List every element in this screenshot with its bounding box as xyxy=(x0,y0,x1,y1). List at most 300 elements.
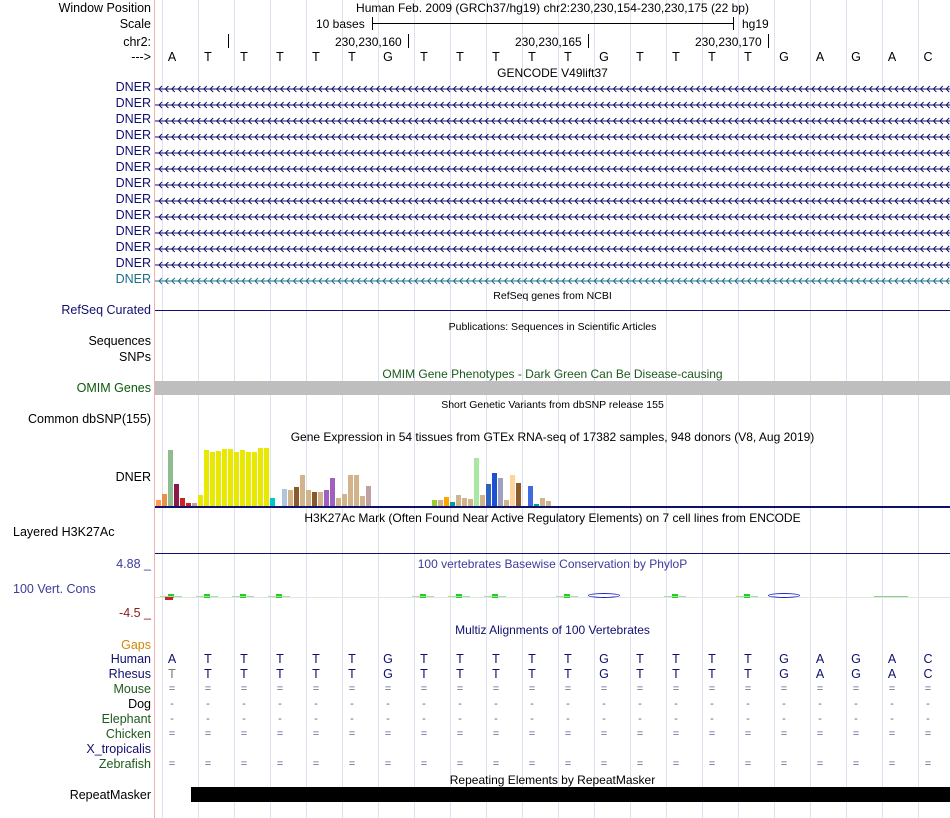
multiz-base: - xyxy=(782,713,786,725)
gencode-arrow-path xyxy=(155,262,950,268)
phylop-zero-line xyxy=(155,597,950,598)
multiz-species-label[interactable]: X_tropicalis xyxy=(86,742,151,756)
scale-label: Scale xyxy=(119,17,151,31)
multiz-base: - xyxy=(890,698,894,710)
gtex-tissue-bar[interactable] xyxy=(318,492,323,507)
multiz-base: = xyxy=(708,758,716,770)
multiz-base: A xyxy=(815,652,825,666)
gtex-tissue-bar[interactable] xyxy=(348,475,353,507)
ruler-tick-start xyxy=(228,34,229,48)
sequence-base: G xyxy=(851,50,861,64)
multiz-base: G xyxy=(599,667,609,681)
gtex-tissue-bar[interactable] xyxy=(528,486,533,507)
multiz-base: T xyxy=(636,652,644,666)
refseq-label[interactable]: RefSeq Curated xyxy=(61,303,151,317)
phylop-mark-tick xyxy=(664,596,686,597)
window-position-label: Window Position xyxy=(58,1,151,15)
refseq-title: RefSeq genes from NCBI xyxy=(493,290,612,302)
multiz-base: T xyxy=(420,652,428,666)
multiz-base: = xyxy=(780,758,788,770)
gencode-arrow-path xyxy=(155,134,950,140)
multiz-base: - xyxy=(638,713,642,725)
multiz-base: = xyxy=(348,758,356,770)
multiz-base: T xyxy=(492,652,500,666)
gtex-tissue-bar[interactable] xyxy=(246,452,251,507)
dbsnp-label[interactable]: Common dbSNP(155) xyxy=(28,412,151,426)
multiz-base: - xyxy=(206,698,210,710)
ruler-label-3: 230,230,170 xyxy=(695,35,762,49)
multiz-base: - xyxy=(530,698,534,710)
gencode-gene-label[interactable]: DNER xyxy=(115,144,151,158)
gtex-title: Gene Expression in 54 tissues from GTEx RNA-seq of 17382 samples, 948 donors (V8, Aug 2019) xyxy=(290,430,815,444)
multiz-base: - xyxy=(422,698,426,710)
scale-bar-right-tick xyxy=(733,17,734,30)
multiz-base: T xyxy=(672,667,680,681)
phylop-mark-tick xyxy=(556,596,578,597)
gencode-arrow-path xyxy=(155,166,950,172)
gtex-tissue-bar[interactable] xyxy=(324,490,329,507)
multiz-species-label[interactable]: Zebrafish xyxy=(98,757,151,771)
gtex-tissue-bar[interactable] xyxy=(216,451,221,507)
phylop-mark-tick xyxy=(484,596,506,597)
phylop-max-label: 4.88 _ xyxy=(116,557,151,571)
gtex-gene-label[interactable]: DNER xyxy=(115,470,151,484)
sequence-base: T xyxy=(348,50,356,64)
gencode-gene-label[interactable]: DNER xyxy=(115,192,151,206)
multiz-base: T xyxy=(492,667,500,681)
gencode-arrow-path xyxy=(155,102,950,108)
multiz-base: = xyxy=(312,758,320,770)
multiz-base: = xyxy=(456,683,464,695)
gtex-tissue-bar[interactable] xyxy=(264,448,269,507)
multiz-base: = xyxy=(600,728,608,740)
gtex-tissue-bar[interactable] xyxy=(474,458,479,507)
gtex-tissue-bar[interactable] xyxy=(330,478,335,507)
gtex-tissue-bar[interactable] xyxy=(498,478,503,507)
multiz-base: T xyxy=(276,667,284,681)
multiz-species-label[interactable]: Elephant xyxy=(101,712,151,726)
gtex-tissue-bar[interactable] xyxy=(252,452,257,507)
multiz-species-label[interactable]: Rhesus xyxy=(108,667,151,681)
sequence-base: T xyxy=(636,50,644,64)
phylop-mark-tick xyxy=(736,596,758,597)
multiz-base: - xyxy=(674,698,678,710)
gtex-tissue-bar[interactable] xyxy=(354,475,359,507)
multiz-base: = xyxy=(564,683,572,695)
multiz-base: = xyxy=(168,683,176,695)
multiz-species-label[interactable]: Chicken xyxy=(105,727,151,741)
gtex-tissue-bar[interactable] xyxy=(294,487,299,507)
phylop-title: 100 vertebrates Basewise Conservation by PhyloP xyxy=(417,557,688,571)
multiz-base: T xyxy=(456,667,464,681)
gencode-transcript[interactable] xyxy=(155,131,950,141)
multiz-species-label[interactable]: Mouse xyxy=(113,682,151,696)
multiz-base: = xyxy=(384,683,392,695)
multiz-base: = xyxy=(924,728,932,740)
gencode-intron-arrows xyxy=(155,164,950,174)
multiz-base: - xyxy=(242,698,246,710)
gencode-transcript[interactable] xyxy=(155,83,950,93)
multiz-base: - xyxy=(566,698,570,710)
gtex-tissue-bar[interactable] xyxy=(300,475,305,507)
multiz-base: T xyxy=(312,652,320,666)
sequence-base: G xyxy=(599,50,609,64)
multiz-base: - xyxy=(530,713,534,725)
multiz-base: = xyxy=(492,728,500,740)
multiz-base: = xyxy=(312,728,320,740)
multiz-base: - xyxy=(710,713,714,725)
assembly-title: Human Feb. 2009 (GRCh37/hg19) chr2:230,230,154-230,230,175 (22 bp) xyxy=(356,1,749,15)
ruler-label-2: 230,230,165 xyxy=(515,35,582,49)
multiz-base: - xyxy=(746,698,750,710)
multiz-base: - xyxy=(818,698,822,710)
sequence-base: G xyxy=(779,50,789,64)
multiz-base: - xyxy=(926,698,930,710)
multiz-base: = xyxy=(672,683,680,695)
multiz-base: A xyxy=(815,667,825,681)
omim-label[interactable]: OMIM Genes xyxy=(76,381,151,395)
multiz-base: = xyxy=(384,758,392,770)
gtex-tissue-bar[interactable] xyxy=(516,483,521,507)
scale-text: 10 bases xyxy=(316,17,365,31)
gtex-tissue-bar[interactable] xyxy=(492,473,497,507)
scale-bar-left-tick xyxy=(372,17,373,30)
ruler-tick-1 xyxy=(408,34,409,48)
omim-phenotype-bar[interactable] xyxy=(155,381,950,395)
multiz-base: T xyxy=(564,667,572,681)
multiz-base: - xyxy=(386,713,390,725)
multiz-base: = xyxy=(384,728,392,740)
gtex-baseline xyxy=(155,506,950,508)
multiz-base: - xyxy=(314,713,318,725)
repeatmasker-element-bar[interactable] xyxy=(191,787,950,802)
gtex-tissue-bar[interactable] xyxy=(168,450,173,507)
multiz-base: - xyxy=(422,713,426,725)
multiz-base: A xyxy=(167,652,177,666)
gtex-tissue-bar[interactable] xyxy=(282,489,287,507)
multiz-base: G xyxy=(383,667,393,681)
gencode-transcript[interactable] xyxy=(155,195,950,205)
gencode-intron-arrows xyxy=(155,84,950,94)
sequence-base: T xyxy=(312,50,320,64)
ruler-label-1: 230,230,160 xyxy=(335,35,402,49)
multiz-base: = xyxy=(492,758,500,770)
multiz-base: T xyxy=(168,667,176,681)
multiz-base: = xyxy=(852,728,860,740)
sequence-base: G xyxy=(383,50,393,64)
gtex-tissue-bar[interactable] xyxy=(174,484,179,507)
multiz-base: - xyxy=(890,713,894,725)
multiz-base: = xyxy=(852,758,860,770)
multiz-base: = xyxy=(744,728,752,740)
scale-bar xyxy=(372,23,733,24)
multiz-base: T xyxy=(240,667,248,681)
multiz-base: - xyxy=(458,713,462,725)
multiz-base: = xyxy=(780,728,788,740)
multiz-base: = xyxy=(312,683,320,695)
sequence-base: T xyxy=(492,50,500,64)
gencode-title: GENCODE V49lift37 xyxy=(497,66,608,80)
multiz-base: - xyxy=(746,713,750,725)
multiz-base: = xyxy=(420,728,428,740)
multiz-base: - xyxy=(602,713,606,725)
gencode-gene-label[interactable]: DNER xyxy=(115,272,151,286)
multiz-base: = xyxy=(168,758,176,770)
h3k27ac-title: H3K27Ac Mark (Often Found Near Active Regulatory Elements) on 7 cell lines from ENCODE xyxy=(304,511,801,525)
multiz-base: - xyxy=(386,698,390,710)
multiz-base: = xyxy=(708,728,716,740)
multiz-base: = xyxy=(600,683,608,695)
gtex-tissue-bar[interactable] xyxy=(258,448,263,507)
track-labels-column xyxy=(0,0,153,818)
gencode-gene-label[interactable]: DNER xyxy=(115,96,151,110)
gencode-intron-arrows xyxy=(155,260,950,270)
multiz-base: C xyxy=(923,667,933,681)
gtex-tissue-bar[interactable] xyxy=(234,452,239,507)
multiz-base: = xyxy=(636,758,644,770)
multiz-species-label[interactable]: Human xyxy=(110,652,151,666)
multiz-base: G xyxy=(599,652,609,666)
gencode-transcript[interactable] xyxy=(155,163,950,173)
multiz-base: T xyxy=(636,667,644,681)
gencode-intron-arrows xyxy=(155,196,950,206)
gencode-arrow-path xyxy=(155,150,950,156)
gencode-gene-label[interactable]: DNER xyxy=(115,160,151,174)
multiz-base: A xyxy=(887,652,897,666)
sequence-base: T xyxy=(708,50,716,64)
gtex-tissue-bar[interactable] xyxy=(486,484,491,507)
gencode-intron-arrows xyxy=(155,228,950,238)
multiz-base: = xyxy=(276,728,284,740)
gencode-gene-label[interactable]: DNER xyxy=(115,112,151,126)
gencode-intron-arrows xyxy=(155,148,950,158)
sequence-base: A xyxy=(815,50,825,64)
multiz-base: = xyxy=(672,758,680,770)
multiz-base: G xyxy=(851,652,861,666)
multiz-base: T xyxy=(312,667,320,681)
gtex-tissue-bar[interactable] xyxy=(204,450,209,507)
multiz-base: = xyxy=(888,683,896,695)
sequence-base: T xyxy=(240,50,248,64)
multiz-base: = xyxy=(276,758,284,770)
multiz-base: = xyxy=(564,758,572,770)
phylop-accelerated-mark[interactable] xyxy=(768,593,800,598)
h3k27ac-baseline xyxy=(155,553,950,554)
multiz-base: - xyxy=(242,713,246,725)
ruler-tick-2 xyxy=(588,34,589,48)
multiz-base: = xyxy=(816,758,824,770)
multiz-base: = xyxy=(888,758,896,770)
gencode-arrow-path xyxy=(155,198,950,204)
multiz-base: T xyxy=(564,652,572,666)
gencode-arrow-path xyxy=(155,214,950,220)
multiz-base: = xyxy=(600,758,608,770)
gtex-tissue-bar[interactable] xyxy=(228,449,233,507)
publications-title: Publications: Sequences in Scientific Articles xyxy=(448,321,657,333)
multiz-base: = xyxy=(456,758,464,770)
gtex-tissue-bar[interactable] xyxy=(240,450,245,507)
multiz-base: = xyxy=(204,758,212,770)
sequence-base: T xyxy=(564,50,572,64)
multiz-base: = xyxy=(816,683,824,695)
gtex-tissue-bar[interactable] xyxy=(510,475,515,507)
gencode-intron-arrows xyxy=(155,180,950,190)
sequence-base: T xyxy=(672,50,680,64)
gencode-transcript[interactable] xyxy=(155,227,950,237)
multiz-base: T xyxy=(744,652,752,666)
multiz-base: = xyxy=(924,758,932,770)
gencode-gene-label[interactable]: DNER xyxy=(115,128,151,142)
gtex-tissue-bar[interactable] xyxy=(222,449,227,507)
multiz-base: = xyxy=(744,683,752,695)
multiz-base: - xyxy=(314,698,318,710)
multiz-base: A xyxy=(887,667,897,681)
gencode-intron-arrows xyxy=(155,276,950,286)
multiz-base: T xyxy=(708,652,716,666)
gencode-gene-label[interactable]: DNER xyxy=(115,208,151,222)
multiz-base: - xyxy=(350,713,354,725)
sequence-base: T xyxy=(528,50,536,64)
refseq-gene-line[interactable] xyxy=(155,310,950,311)
multiz-title: Multiz Alignments of 100 Vertebrates xyxy=(455,623,650,637)
gencode-gene-label[interactable]: DNER xyxy=(115,224,151,238)
track-data-area[interactable] xyxy=(155,0,950,818)
multiz-base: G xyxy=(779,652,789,666)
strand-label: ---> xyxy=(131,50,151,64)
multiz-base: - xyxy=(782,698,786,710)
multiz-base: T xyxy=(204,652,212,666)
multiz-base: - xyxy=(710,698,714,710)
multiz-base: = xyxy=(564,728,572,740)
multiz-base: = xyxy=(276,683,284,695)
multiz-base: - xyxy=(674,713,678,725)
gencode-gene-label[interactable]: DNER xyxy=(115,240,151,254)
gencode-transcript[interactable] xyxy=(155,115,950,125)
omim-title: OMIM Gene Phenotypes - Dark Green Can Be Disease-causing xyxy=(382,367,723,381)
multiz-base: = xyxy=(924,683,932,695)
multiz-base: = xyxy=(528,758,536,770)
multiz-base: = xyxy=(636,683,644,695)
sequences-label[interactable]: Sequences xyxy=(88,334,151,348)
multiz-base: = xyxy=(888,728,896,740)
phylop-mark-tick xyxy=(412,596,434,597)
multiz-base: = xyxy=(816,728,824,740)
multiz-base: - xyxy=(854,698,858,710)
repeatmasker-title: Repeating Elements by RepeatMasker xyxy=(449,773,656,787)
sequence-base: T xyxy=(456,50,464,64)
gencode-transcript[interactable] xyxy=(155,179,950,189)
multiz-base: = xyxy=(204,683,212,695)
multiz-base: = xyxy=(528,683,536,695)
multiz-base: - xyxy=(458,698,462,710)
gtex-tissue-bar[interactable] xyxy=(312,492,317,507)
gencode-intron-arrows xyxy=(155,132,950,142)
multiz-base: G xyxy=(779,667,789,681)
gtex-tissue-bar[interactable] xyxy=(306,490,311,507)
gtex-tissue-bar[interactable] xyxy=(210,452,215,507)
phylop-min-label: -4.5 _ xyxy=(119,606,151,620)
multiz-base: G xyxy=(851,667,861,681)
multiz-base: T xyxy=(672,652,680,666)
phylop-mark-tick xyxy=(448,596,470,597)
multiz-base: = xyxy=(852,683,860,695)
multiz-species-label[interactable]: Dog xyxy=(128,697,151,711)
multiz-base: T xyxy=(528,667,536,681)
multiz-base: T xyxy=(348,652,356,666)
gencode-transcript[interactable] xyxy=(155,99,950,109)
gencode-transcript[interactable] xyxy=(155,275,950,285)
gencode-intron-arrows xyxy=(155,100,950,110)
gencode-transcript[interactable] xyxy=(155,147,950,157)
multiz-base: T xyxy=(744,667,752,681)
gencode-arrow-path xyxy=(155,246,950,252)
sequence-base: C xyxy=(923,50,933,64)
multiz-base: = xyxy=(708,683,716,695)
gencode-arrow-path xyxy=(155,278,950,284)
multiz-base: = xyxy=(528,728,536,740)
multiz-base: = xyxy=(348,728,356,740)
sequence-base: A xyxy=(167,50,177,64)
phylop-mark-tick xyxy=(268,596,290,597)
gtex-tissue-bar[interactable] xyxy=(288,490,293,507)
db-text: hg19 xyxy=(742,17,769,31)
multiz-base: - xyxy=(494,713,498,725)
gtex-bar-chart[interactable] xyxy=(155,443,950,507)
sequence-base: T xyxy=(420,50,428,64)
gencode-transcript[interactable] xyxy=(155,211,950,221)
snps-label[interactable]: SNPs xyxy=(119,350,151,364)
phylop-label[interactable]: 100 Vert. Cons xyxy=(13,582,96,596)
multiz-base: = xyxy=(744,758,752,770)
phylop-mark-tick xyxy=(196,596,218,597)
multiz-base: = xyxy=(672,728,680,740)
gencode-gene-label[interactable]: DNER xyxy=(115,176,151,190)
sequence-base: T xyxy=(276,50,284,64)
ruler-tick-3 xyxy=(768,34,769,48)
multiz-base: T xyxy=(348,667,356,681)
gencode-arrow-path xyxy=(155,86,950,92)
multiz-base: - xyxy=(206,713,210,725)
multiz-base: - xyxy=(278,698,282,710)
multiz-base: = xyxy=(420,683,428,695)
gencode-transcript[interactable] xyxy=(155,243,950,253)
phylop-accelerated-mark[interactable] xyxy=(588,593,620,598)
gencode-gene-label[interactable]: DNER xyxy=(115,80,151,94)
multiz-base: = xyxy=(636,728,644,740)
chrom-label: chr2: xyxy=(123,35,151,49)
multiz-base: - xyxy=(638,698,642,710)
multiz-base: T xyxy=(456,652,464,666)
gtex-tissue-bar[interactable] xyxy=(366,486,371,507)
gencode-intron-arrows xyxy=(155,212,950,222)
multiz-base: - xyxy=(170,698,174,710)
multiz-base: - xyxy=(350,698,354,710)
multiz-base: = xyxy=(492,683,500,695)
gencode-gene-label[interactable]: DNER xyxy=(115,256,151,270)
gencode-arrow-path xyxy=(155,182,950,188)
multiz-base: - xyxy=(566,713,570,725)
dbsnp-title: Short Genetic Variants from dbSNP release 155 xyxy=(441,399,664,411)
gencode-transcript[interactable] xyxy=(155,259,950,269)
multiz-base: T xyxy=(240,652,248,666)
h3k27ac-label[interactable]: Layered H3K27Ac xyxy=(13,525,115,539)
multiz-base: = xyxy=(168,728,176,740)
repeatmasker-label[interactable]: RepeatMasker xyxy=(69,788,151,802)
multiz-base: T xyxy=(204,667,212,681)
gaps-label[interactable]: Gaps xyxy=(121,638,151,652)
gencode-arrow-path xyxy=(155,118,950,124)
phylop-conserved-mark[interactable] xyxy=(874,596,908,597)
